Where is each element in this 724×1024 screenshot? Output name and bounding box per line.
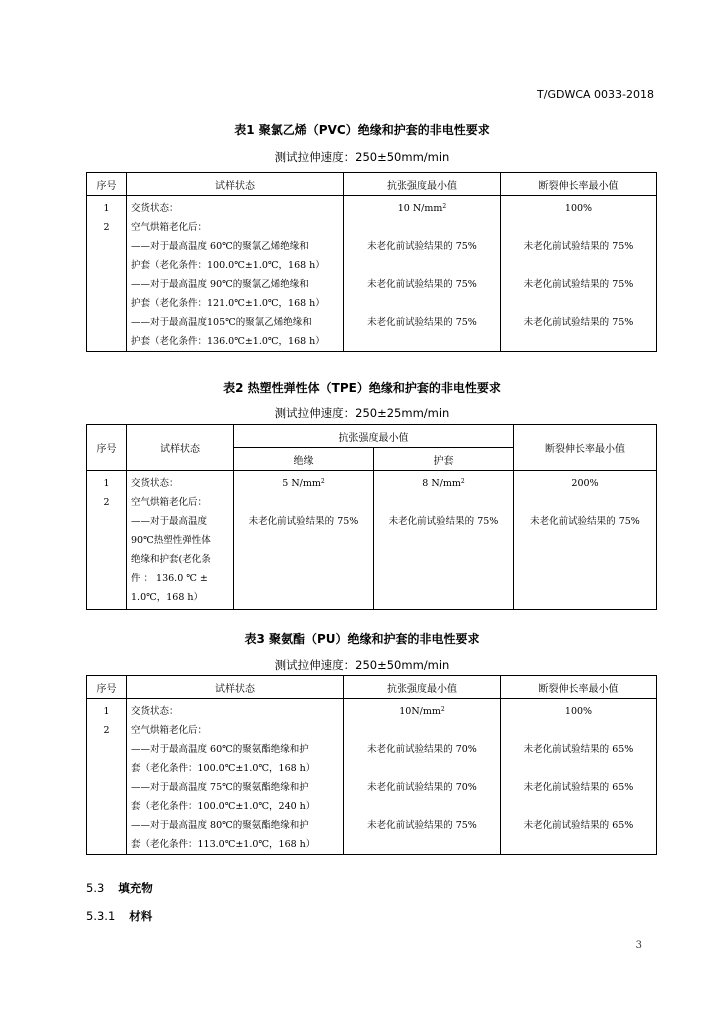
elongation-aged: 未老化前试验结果的 75%	[523, 241, 634, 252]
elongation-value: 100%	[564, 203, 593, 214]
header-tensile: 抗张强度最小值	[344, 173, 501, 196]
tensile-cell	[344, 699, 501, 855]
tensile-aged: 未老化前试验结果的 70%	[367, 782, 477, 793]
header-elongation: 断裂伸长率最小值	[501, 173, 657, 196]
state-line: 90℃热塑性弹性体	[131, 535, 211, 546]
state-line: 空气烘箱老化后：	[131, 497, 208, 508]
header-seq: 序号	[87, 425, 127, 471]
header-seq: 序号	[87, 173, 127, 196]
seq-2: 2	[103, 725, 110, 736]
table2-speed: 测试拉伸速度：250±25mm/min	[274, 406, 450, 420]
elongation-aged: 未老化前试验结果的 75%	[523, 317, 634, 328]
state-line: 绝缘和护套(老化条	[131, 554, 211, 565]
table2-title: 表2 热塑性弹性体（TPE）绝缘和护套的非电性要求	[223, 381, 501, 395]
state-line: ——对于最高温度 80℃的聚氨酯绝缘和护	[131, 820, 309, 831]
elongation-aged: 未老化前试验结果的 65%	[523, 744, 634, 755]
seq-cell	[87, 699, 127, 855]
state-line: 交货状态：	[131, 706, 179, 717]
state-line: 交货状态：	[131, 478, 179, 489]
seq-1: 1	[103, 706, 110, 717]
table1-title: 表1 聚氯乙烯（PVC）绝缘和护套的非电性要求	[234, 123, 490, 137]
tensile-value: $10N/mm^2$	[399, 706, 445, 717]
section-title: 填充物	[118, 881, 153, 895]
sheath-cell	[374, 471, 514, 610]
tensile-aged: 未老化前试验结果的 75%	[367, 279, 477, 290]
sample-state-cell	[127, 471, 234, 610]
state-line: 件 ： 136.0 ℃ ±	[131, 573, 208, 584]
seq-2: 2	[103, 222, 110, 233]
state-line: 套（老化条件：113.0℃±1.0℃，168 h）	[131, 839, 316, 850]
table2	[86, 424, 657, 610]
header-sheath: 护套	[374, 448, 514, 471]
elongation-cell	[501, 196, 657, 352]
table3-speed: 测试拉伸速度：250±50mm/min	[274, 658, 450, 672]
table-header-row	[87, 676, 657, 699]
state-line: 交货状态：	[131, 203, 179, 214]
elongation-value: 200%	[571, 478, 599, 489]
state-line: ——对于最高温度105℃的聚氯乙烯绝缘和	[131, 317, 312, 328]
elongation-aged: 未老化前试验结果的 65%	[523, 820, 634, 831]
state-line: 空气烘箱老化后：	[131, 222, 208, 233]
table1	[86, 172, 657, 352]
tensile-cell	[344, 196, 501, 352]
header-elongation: 断裂伸长率最小值	[514, 425, 657, 471]
state-line: 空气烘箱老化后：	[131, 725, 208, 736]
section-5-3-1	[86, 908, 152, 924]
seq-1: 1	[103, 203, 110, 214]
sample-state-cell	[127, 196, 344, 352]
state-line: ——对于最高温度 75℃的聚氨酯绝缘和护	[131, 782, 309, 793]
header-tensile: 抗张强度最小值	[234, 425, 514, 448]
table-header-row	[87, 425, 657, 448]
table-row	[87, 196, 657, 352]
insulation-aged: 未老化前试验结果的 75%	[248, 516, 359, 527]
state-line: 1.0℃，168 h）	[131, 592, 204, 603]
header-seq: 序号	[87, 676, 127, 699]
table-row	[87, 699, 657, 855]
header-tensile: 抗张强度最小值	[344, 676, 501, 699]
table3	[86, 675, 657, 855]
insulation-value: 5 $N/mm^2$	[282, 478, 325, 489]
seq-2: 2	[103, 497, 110, 508]
tensile-value: 10 $N/mm^2$	[397, 203, 447, 214]
state-line: ——对于最高温度 60℃的聚氯乙烯绝缘和	[131, 241, 309, 252]
tensile-aged: 未老化前试验结果的 70%	[367, 744, 477, 755]
header-sample-state: 试样状态	[127, 676, 344, 699]
tensile-aged: 未老化前试验结果的 75%	[367, 820, 477, 831]
elongation-cell	[514, 471, 657, 610]
seq-1: 1	[103, 478, 110, 489]
elongation-aged: 未老化前试验结果的 65%	[523, 782, 634, 793]
sheath-aged: 未老化前试验结果的 75%	[388, 516, 499, 527]
state-line: ——对于最高温度 60℃的聚氨酯绝缘和护	[131, 744, 309, 755]
table-header-row	[87, 173, 657, 196]
section-number: 5.3	[86, 881, 105, 895]
table1-speed: 测试拉伸速度：250±50mm/min	[274, 150, 450, 164]
document-code: T/GDWCA 0033-2018	[537, 88, 654, 101]
state-line: ——对于最高温度 90℃的聚氯乙烯绝缘和	[131, 279, 309, 290]
header-elongation: 断裂伸长率最小值	[501, 676, 657, 699]
header-sample-state: 试样状态	[127, 173, 344, 196]
sheath-value: 8 $N/mm^2$	[422, 478, 465, 489]
section-title: 材料	[129, 909, 153, 923]
header-insulation: 绝缘	[234, 448, 374, 471]
tensile-aged: 未老化前试验结果的 75%	[367, 317, 477, 328]
page-number: 3	[635, 940, 642, 951]
section-5-3	[86, 880, 153, 896]
table3-title: 表3 聚氨酯（PU）绝缘和护套的非电性要求	[244, 632, 480, 646]
elongation-aged: 未老化前试验结果的 75%	[523, 279, 634, 290]
state-line: 护套（老化条件：121.0℃±1.0℃，168 h）	[131, 298, 325, 309]
state-line: 护套（老化条件：100.0℃±1.0℃，168 h）	[131, 260, 325, 271]
state-line: ——对于最高温度	[131, 516, 208, 527]
tensile-aged: 未老化前试验结果的 75%	[367, 241, 477, 252]
table-row	[87, 471, 657, 610]
section-number: 5.3.1	[86, 909, 116, 923]
elongation-value: 100%	[564, 706, 593, 717]
seq-cell	[87, 471, 127, 610]
seq-cell	[87, 196, 127, 352]
insulation-cell	[234, 471, 374, 610]
header-sample-state: 试样状态	[127, 425, 234, 471]
elongation-cell	[501, 699, 657, 855]
state-line: 套（老化条件：100.0℃±1.0℃，240 h）	[131, 801, 316, 812]
sample-state-cell	[127, 699, 344, 855]
state-line: 套（老化条件：100.0℃±1.0℃，168 h）	[131, 763, 316, 774]
elongation-aged: 未老化前试验结果的 75%	[530, 516, 640, 527]
state-line: 护套（老化条件：136.0℃±1.0℃，168 h）	[131, 336, 325, 347]
